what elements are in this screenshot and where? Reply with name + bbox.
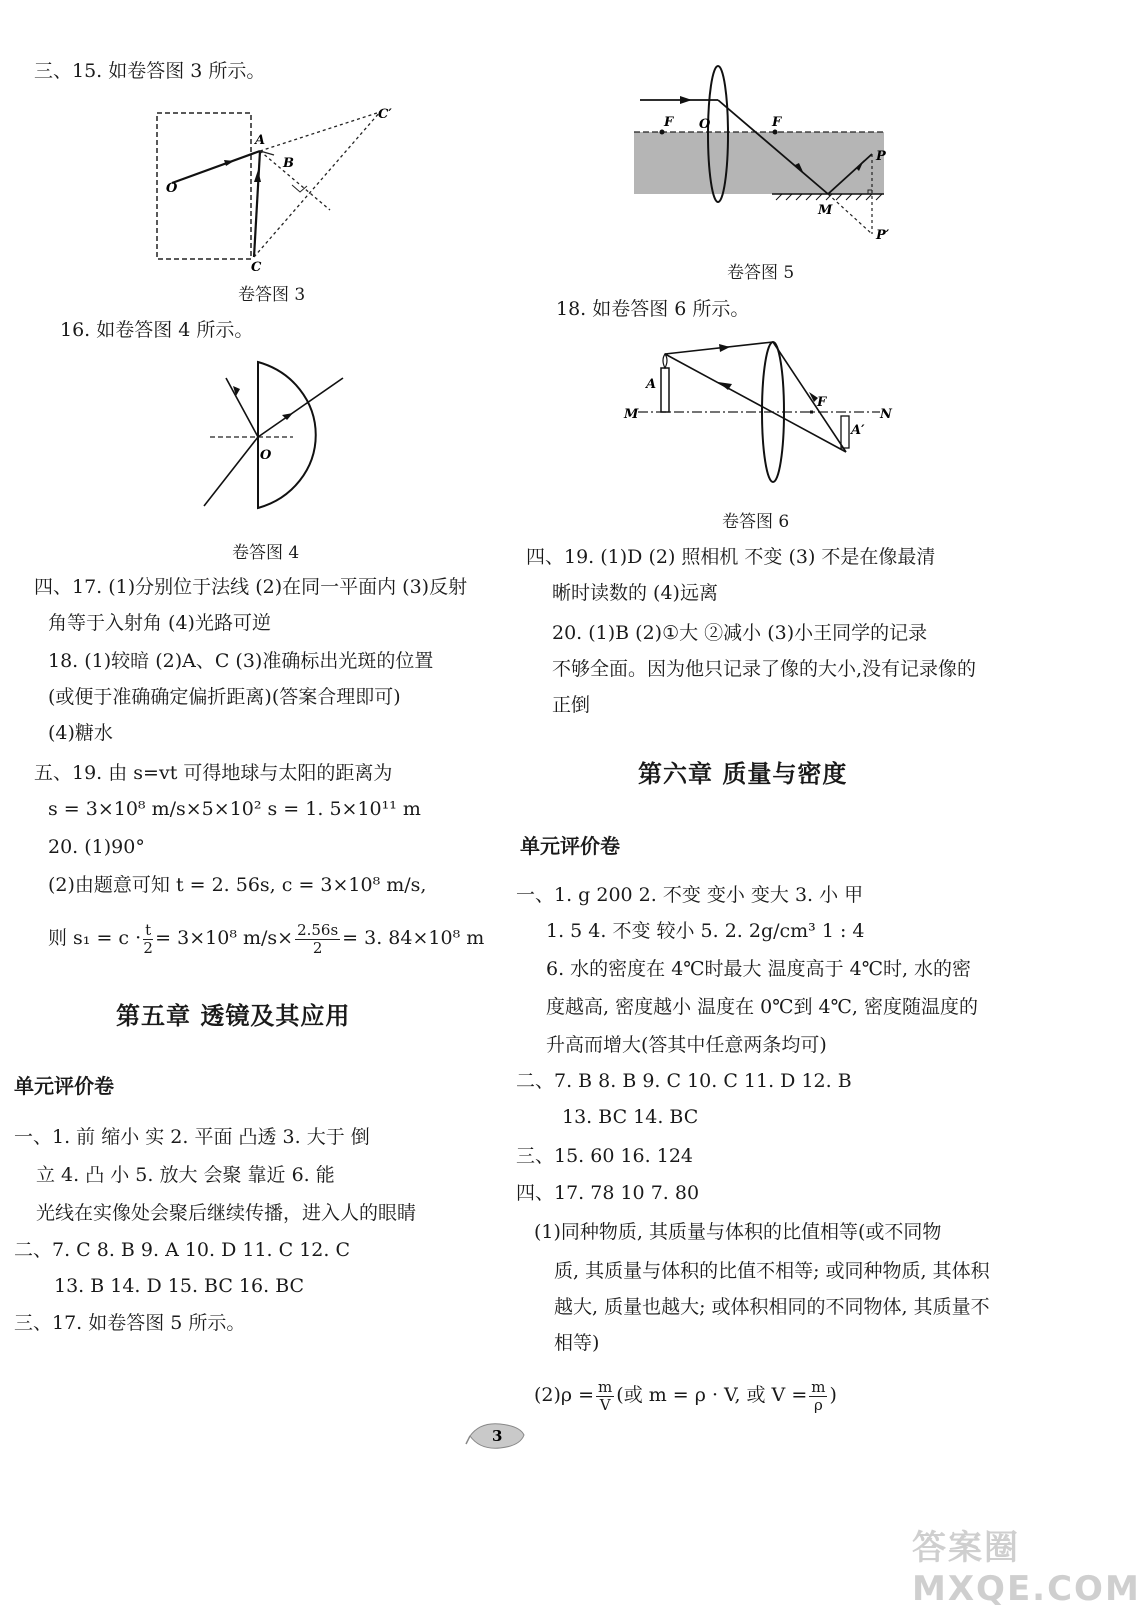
page-number-badge [466, 1418, 528, 1452]
label-O: O [260, 448, 272, 463]
label-O: O [699, 117, 711, 132]
label-C-prime: C′ [378, 107, 392, 122]
page-number: 3 [492, 1427, 503, 1445]
ch5-answer-3: 三、17. 如卷答图 5 所示。 [14, 1312, 246, 1334]
ch6-answer-4-1-cont3: 相等) [554, 1332, 600, 1354]
label-P-prime: P′ [876, 228, 890, 243]
answer-18: 18. (1)较暗 (2)A、C (3)准确标出光斑的位置 [48, 650, 434, 672]
ch5-answer-2: 二、7. C 8. B 9. A 10. D 11. C 12. C [14, 1239, 350, 1261]
answer-18-cont2: (4)糖水 [48, 722, 113, 744]
answer-17-cont: 角等于入射角 (4)光路可逆 [48, 612, 271, 634]
ch6-answer-2: 二、7. B 8. B 9. C 10. C 11. D 12. B [516, 1070, 852, 1092]
watermark: 答案圈 MXQE.COM [912, 1528, 1141, 1609]
label-P: P [876, 149, 886, 164]
label-F-left: F [664, 115, 674, 130]
ch5-answer-1-cont: 立 4. 凸 小 5. 放大 会聚 靠近 6. 能 [36, 1164, 335, 1186]
answer-20-right-cont: 不够全面。因为他只记录了像的大小,没有记录像的 [552, 658, 977, 680]
label-O: O [166, 181, 178, 196]
answer-16: 16. 如卷答图 4 所示。 [60, 319, 254, 341]
answer-18-right: 18. 如卷答图 6 所示。 [556, 298, 750, 320]
figure-4 [198, 356, 348, 526]
ch5-answer-1: 一、1. 前 缩小 实 2. 平面 凸透 3. 大于 倒 [14, 1126, 370, 1148]
ch6-answer-6-cont2: 升高而增大(答其中任意两条均可) [546, 1034, 827, 1056]
unit-5-heading: 单元评价卷 [14, 1074, 114, 1098]
ch6-answer-3: 三、15. 60 16. 124 [516, 1145, 693, 1167]
figure-5 [632, 62, 902, 252]
answer-20-right: 20. (1)B (2)①大 ②减小 (3)小王同学的记录 [552, 622, 928, 644]
ch6-answer-1-cont: 1. 5 4. 不变 较小 5. 2. 2g/cm³ 1 : 4 [546, 920, 865, 942]
answer-19-formula: s = 3×10⁸ m/s×5×10² s = 1. 5×10¹¹ m [48, 798, 421, 820]
label-B: B [283, 156, 294, 171]
label-N: N [880, 407, 892, 422]
ch6-answer-1: 一、1. g 200 2. 不变 变小 变大 3. 小 甲 [516, 884, 864, 906]
ch6-answer-4-1-cont2: 越大, 质量也越大; 或体积相同的不同物体, 其质量不 [554, 1296, 990, 1318]
ch5-answer-1-cont2: 光线在实像处会聚后继续传播，进入人的眼睛 [36, 1202, 417, 1224]
figure-3 [150, 100, 410, 275]
ch6-answer-6-cont: 度越高, 密度越小 温度在 0℃到 4℃, 密度随温度的 [546, 996, 978, 1018]
answer-18-cont: (或便于准确确定偏折距离)(答案合理即可) [48, 686, 401, 708]
chapter-5-title: 第五章 透镜及其应用 [116, 1002, 351, 1030]
chapter-6-title: 第六章 质量与密度 [638, 760, 848, 788]
ch6-answer-6: 6. 水的密度在 4℃时最大 温度高于 4℃时, 水的密 [546, 958, 972, 980]
label-M: M [624, 407, 639, 422]
answer-19-right-cont: 晰时读数的 (4)远离 [552, 582, 718, 604]
unit-6-heading: 单元评价卷 [520, 834, 620, 858]
answer-20-formula: 则 s₁ = c · $\frac{t}{2}$ = 3×10⁸ m/s× $\frac{2.56s}{2}$ = 3. 84×10⁸ m [48, 920, 485, 957]
ch6-answer-4-1-cont: 质, 其质量与体积的比值不相等; 或同种物质, 其体积 [554, 1260, 990, 1282]
label-F: F [817, 395, 827, 410]
answer-15: 三、15. 如卷答图 3 所示。 [34, 60, 266, 82]
answer-17: 四、17. (1)分别位于法线 (2)在同一平面内 (3)反射 [34, 576, 468, 598]
ch6-answer-4: 四、17. 78 10 7. 80 [516, 1182, 700, 1204]
label-A-prime: A′ [851, 423, 865, 438]
figure-6 [622, 338, 892, 498]
ch6-answer-4-1: (1)同种物质, 其质量与体积的比值相等(或不同物 [534, 1221, 942, 1243]
ch5-answer-2-cont: 13. B 14. D 15. BC 16. BC [54, 1275, 305, 1297]
answer-20-right-cont2: 正倒 [552, 694, 591, 716]
figure-6-caption: 卷答图 6 [722, 512, 790, 532]
answer-20-1: 20. (1)90° [48, 836, 145, 858]
label-A: A [646, 377, 657, 392]
answer-19: 五、19. 由 s=vt 可得地球与太阳的距离为 [34, 762, 393, 784]
label-C: C [251, 260, 262, 275]
figure-4-caption: 卷答图 4 [232, 543, 300, 563]
label-F-right: F [772, 115, 782, 130]
label-M: M [818, 203, 833, 218]
ch6-answer-2-cont: 13. BC 14. BC [562, 1106, 699, 1128]
answer-19-right: 四、19. (1)D (2) 照相机 不变 (3) 不是在像最清 [526, 546, 936, 568]
figure-3-caption: 卷答图 3 [238, 285, 306, 305]
figure-5-caption: 卷答图 5 [727, 263, 795, 283]
ch6-answer-4-2: (2)ρ = $\frac{m}{V}$ (或 m = ρ · V, 或 V = $\frac{m}{\rho}$ ) [534, 1377, 837, 1414]
label-A: A [255, 133, 266, 148]
answer-20-2: (2)由题意可知 t = 2. 56s, c = 3×10⁸ m/s, [48, 874, 427, 896]
